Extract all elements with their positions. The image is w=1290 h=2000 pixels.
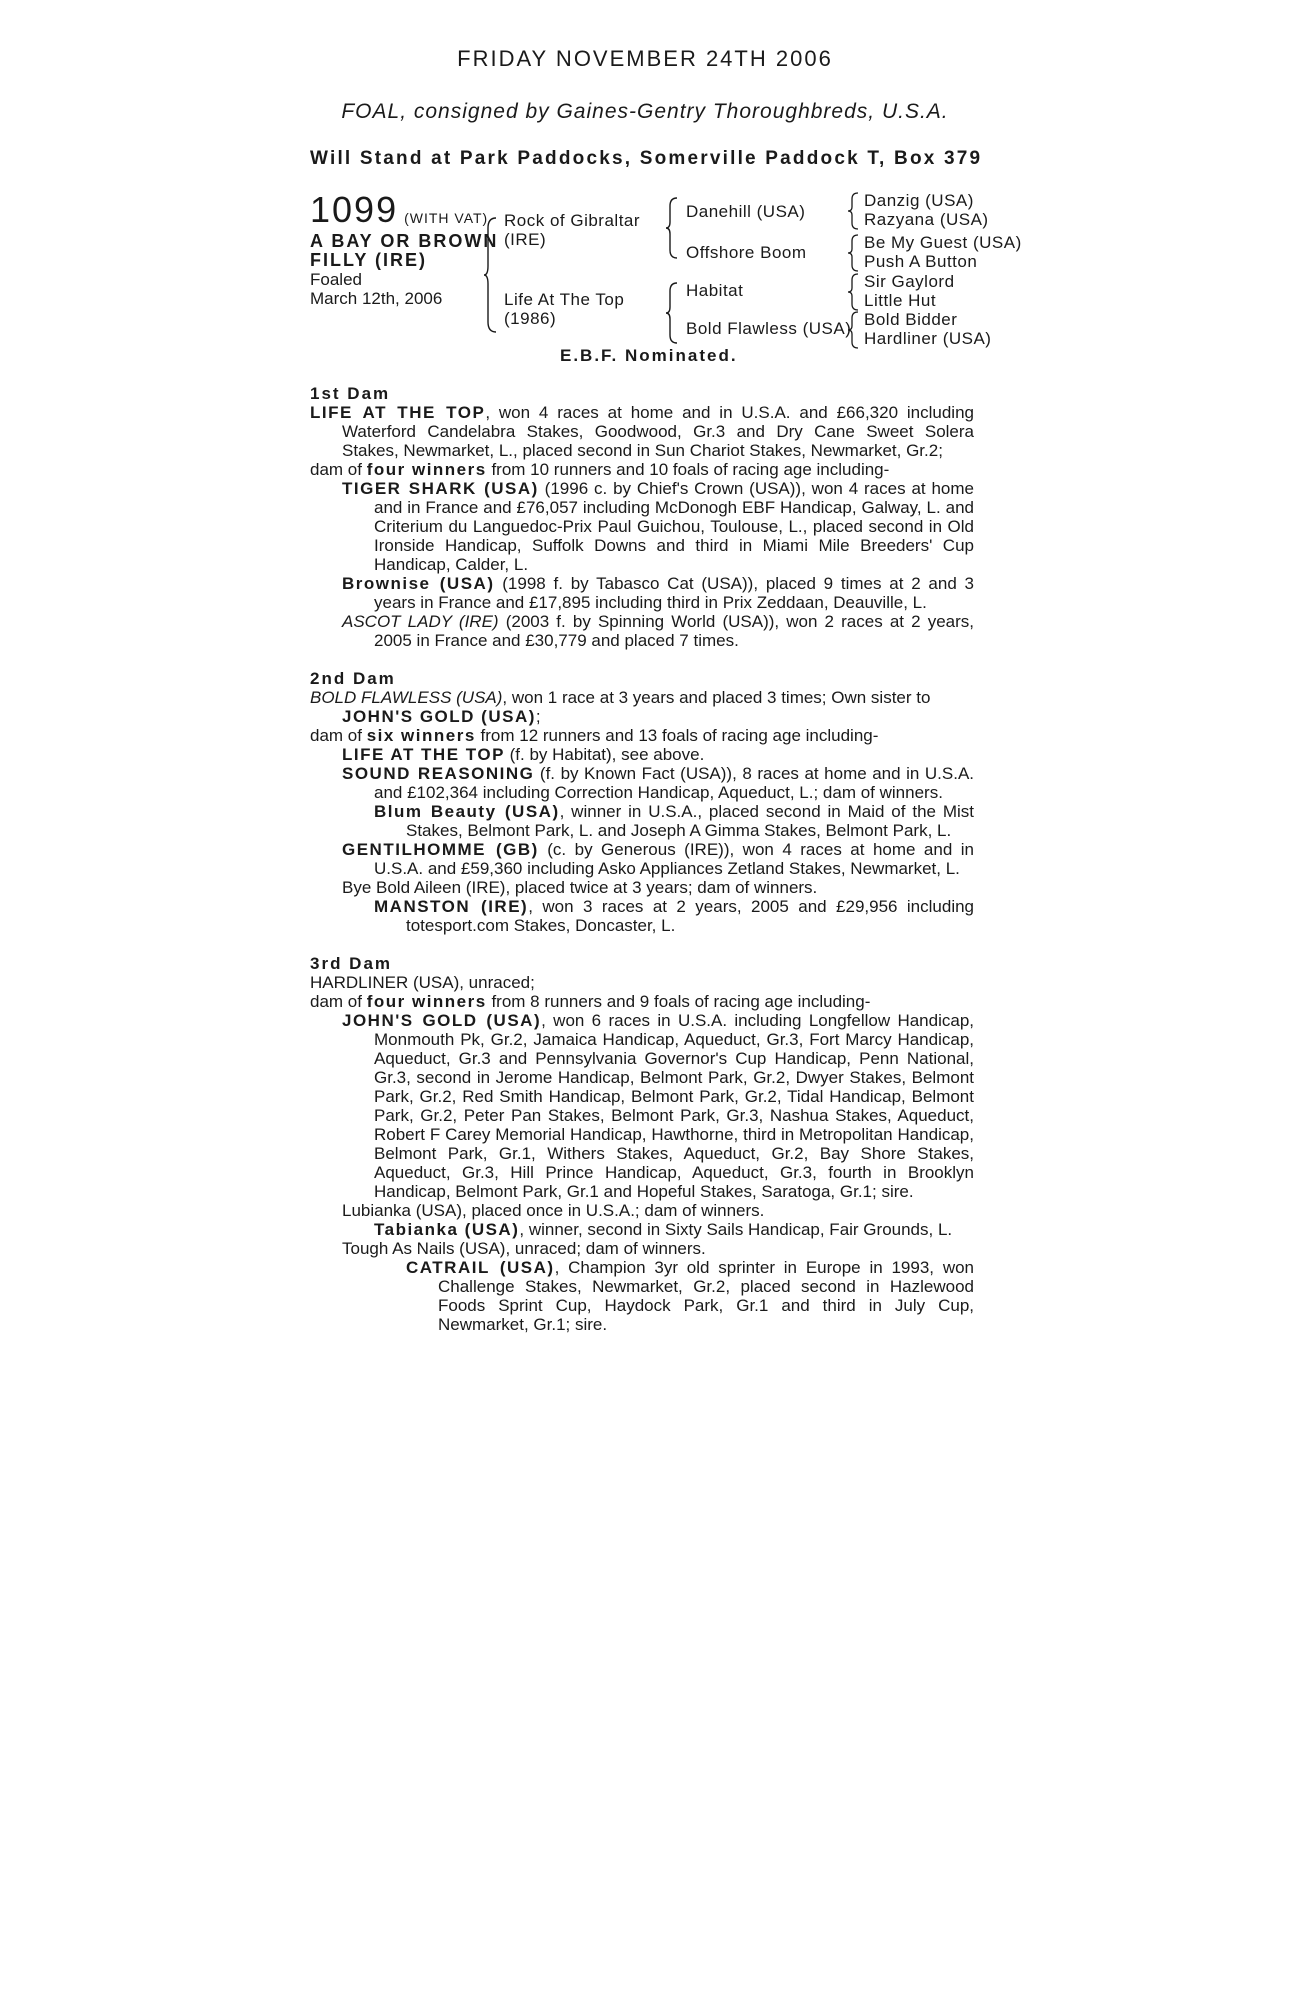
horse-name: JOHN'S GOLD (USA) — [342, 1011, 542, 1030]
pedigree-brace-gen3-4 — [848, 311, 860, 349]
dam-sire: Habitat — [686, 281, 744, 300]
produce-entry — [310, 802, 974, 840]
lot-description-1: A BAY OR BROWN — [310, 231, 499, 251]
ebf-note: E.B.F. Nominated. — [560, 346, 738, 365]
horse-record: , won 3 races at 2 years, 2005 and £29,956 including totesport.com Stakes, Doncaster, L. — [406, 897, 975, 935]
horse-name: TIGER SHARK (USA) — [342, 479, 539, 498]
horse-name: Brownise (USA) — [342, 574, 495, 593]
produce-entry — [310, 897, 974, 935]
horse-name: SOUND REASONING — [342, 764, 535, 783]
foaled-date: March 12th, 2006 — [310, 289, 443, 308]
horse-name: ASCOT LADY (IRE) — [342, 612, 499, 631]
sire-dam: Offshore Boom — [686, 243, 807, 262]
lot-description-2: FILLY (IRE) — [310, 250, 428, 270]
produce-entry — [310, 1220, 974, 1239]
produce-entry: Tough As Nails (USA), unraced; dam of winners. — [342, 1239, 706, 1258]
second-dam-name: BOLD FLAWLESS (USA) — [310, 688, 503, 707]
third-dam-name: HARDLINER (USA), unraced; — [310, 973, 535, 992]
horse-record: , winner in U.S.A., placed second in Maid of the Mist Stakes, Belmont Park, L. and Joseph A Gimma Stakes, Belmont Park, L. — [406, 802, 974, 840]
horse-name: MANSTON (IRE) — [374, 897, 529, 916]
horse-record: (f. by Habitat), see above. — [504, 745, 705, 764]
sire-country: (IRE) — [504, 230, 547, 249]
ssd: Razyana (USA) — [864, 210, 989, 229]
second-dam-produce — [310, 726, 974, 745]
produce-prefix: dam of — [310, 992, 367, 1011]
dsd: Little Hut — [864, 291, 937, 310]
second-dam-text: , won 1 race at 3 years and placed 3 times; Own sister to — [502, 688, 931, 707]
produce-entry: Bye Bold Aileen (IRE), placed twice at 3 years; dam of winners. — [342, 878, 818, 897]
produce-prefix: dam of — [310, 726, 367, 745]
horse-record: (2003 f. by Spinning World (USA)), won 2 races at 2 years, 2005 in France and £30,779 and placed 7 times. — [374, 612, 974, 650]
first-dam-produce — [310, 460, 974, 479]
produce-entry — [310, 574, 974, 612]
first-dam-text: , won 4 races at home and in U.S.A. and £66,320 including Waterford Candelabra Stakes, Goodwood, Gr.3 and Dry Cane Sweet Solera Stakes, Newmarket, L., placed second in Sun Chariot Stakes, Newmarket, Gr.2; — [342, 403, 974, 460]
pedigree-brace-sire — [666, 196, 680, 260]
consignor-line: FOAL, consigned by Gaines-Gentry Thoroughbreds, U.S.A. — [341, 100, 949, 123]
produce-entry — [310, 840, 974, 878]
pedigree-brace-gen3-2 — [848, 234, 860, 272]
sss: Danzig (USA) — [864, 191, 974, 210]
vat-note: (WITH VAT) — [404, 209, 489, 226]
winners-count: four winners — [366, 992, 487, 1011]
first-dam-record — [310, 403, 974, 460]
horse-name: Tabianka (USA) — [374, 1220, 520, 1239]
horse-record: , won 6 races in U.S.A. including Longfellow Handicap, Monmouth Pk, Gr.2, Jamaica Handicap, Aqueduct, Gr.3, Fort Marcy Handicap, Aqueduct, Gr.3 and Pennsylvania Governor's Cup Handicap, Penn National, Gr.3, second in Jerome Handicap, Belmont Park, Gr.2, Dwyer Stakes, Belmont Park, Gr.2, Red Smith Handicap, Belmont Park, Gr.2, Tidal Handicap, Belmont Park, Gr.2, Peter Pan Stakes, Belmont Park, Gr.3, Nashua Stakes, Aqueduct, Robert F Carey Memorial Handicap, Hawthorne, third in Metropolitan Handicap, Belmont Park, Gr.1, Withers Stakes, Aqueduct, Gr.2, Bay Shore Stakes, Aqueduct, Gr.3, Hill Prince Handicap, Aqueduct, Gr.3, fourth in Brooklyn Handicap, Belmont Park, Gr.1 and Hopeful Stakes, Saratoga, Gr.1; sire. — [374, 1011, 974, 1201]
horse-record: (1998 f. by Tabasco Cat (USA)), placed 9 times at 2 and 3 years in France and £17,895 including third in Prix Zeddaan, Deauville, L. — [374, 574, 974, 612]
sire-sire: Danehill (USA) — [686, 202, 806, 221]
sale-date: FRIDAY NOVEMBER 24TH 2006 — [457, 46, 833, 71]
pedigree-brace-dam — [666, 281, 680, 345]
horse-record: (f. by Known Fact (USA)), 8 races at home and in U.S.A. and £102,364 including Correction Handicap, Aqueduct, L.; dam of winners. — [374, 764, 975, 802]
third-dam-produce — [310, 992, 974, 1011]
sire-name: Rock of Gibraltar — [504, 211, 641, 230]
pedigree-brace-gen3-3 — [848, 273, 860, 311]
horse-name: Blum Beauty (USA) — [374, 802, 560, 821]
horse-record: , winner, second in Sixty Sails Handicap, Fair Grounds, L. — [519, 1220, 953, 1239]
horse-name: CATRAIL (USA) — [406, 1258, 555, 1277]
dds: Bold Bidder — [864, 310, 958, 329]
sds: Be My Guest (USA) — [864, 233, 1022, 252]
dss: Sir Gaylord — [864, 272, 955, 291]
sdd: Push A Button — [864, 252, 978, 271]
third-dam-heading: 3rd Dam — [310, 954, 393, 973]
horse-record: (c. by Generous (IRE)), won 4 races at home and in U.S.A. and £59,360 including Asko Appliances Zetland Stakes, Newmarket, L. — [374, 840, 974, 878]
winners-count: six winners — [366, 726, 476, 745]
produce-entry — [310, 764, 974, 802]
ddd: Hardliner (USA) — [864, 329, 992, 348]
lot-number: 1099 — [310, 189, 399, 230]
first-dam-name: LIFE AT THE TOP — [310, 403, 486, 422]
foaled-label: Foaled — [310, 270, 362, 289]
dam-dam: Bold Flawless (USA) — [686, 319, 852, 338]
produce-prefix: dam of — [310, 460, 367, 479]
horse-name: GENTILHOMME (GB) — [342, 840, 539, 859]
horse-name: LIFE AT THE TOP — [342, 745, 505, 764]
produce-suffix: from 8 runners and 9 foals of racing age including- — [486, 992, 871, 1011]
second-dam-heading: 2nd Dam — [310, 669, 396, 688]
sister-name: JOHN'S GOLD (USA) — [342, 707, 536, 726]
produce-entry — [310, 1011, 974, 1201]
produce-entry — [310, 479, 974, 574]
produce-entry: Lubianka (USA), placed once in U.S.A.; dam of winners. — [342, 1201, 765, 1220]
pedigree-brace-gen3-1 — [848, 192, 860, 230]
horse-record: , Champion 3yr old sprinter in Europe in 1993, won Challenge Stakes, Newmarket, Gr.2, placed second in Hazlewood Foods Sprint Cup, Haydock Park, Gr.1 and third in July Cup, Newmarket, Gr.1; sire. — [438, 1258, 975, 1334]
produce-entry — [310, 745, 974, 764]
dam-year: (1986) — [504, 309, 557, 328]
pedigree-brace-main — [484, 216, 500, 334]
lot-info — [310, 189, 510, 308]
produce-entry — [310, 612, 974, 650]
horse-record: (1996 c. by Chief's Crown (USA)), won 4 races at home and in France and £76,057 including McDonogh EBF Handicap, Galway, L. and Criterium du Languedoc-Prix Paul Guichou, Toulouse, L., placed second in Old Ironside Handicap, Suffolk Downs and third in Miami Mile Breeders' Cup Handicap, Calder, L. — [374, 479, 974, 574]
produce-entry — [310, 1258, 974, 1334]
produce-suffix: from 10 runners and 10 foals of racing age including- — [486, 460, 890, 479]
winners-count: four winners — [366, 460, 487, 479]
second-dam-record — [310, 688, 974, 726]
first-dam-heading: 1st Dam — [310, 384, 391, 403]
stabling-line: Will Stand at Park Paddocks, Somerville Paddock T, Box 379 — [310, 148, 983, 169]
dam-name: Life At The Top — [504, 290, 625, 309]
produce-suffix: from 12 runners and 13 foals of racing age including- — [475, 726, 879, 745]
produce-record — [310, 384, 974, 1334]
sister-end: ; — [535, 707, 541, 726]
